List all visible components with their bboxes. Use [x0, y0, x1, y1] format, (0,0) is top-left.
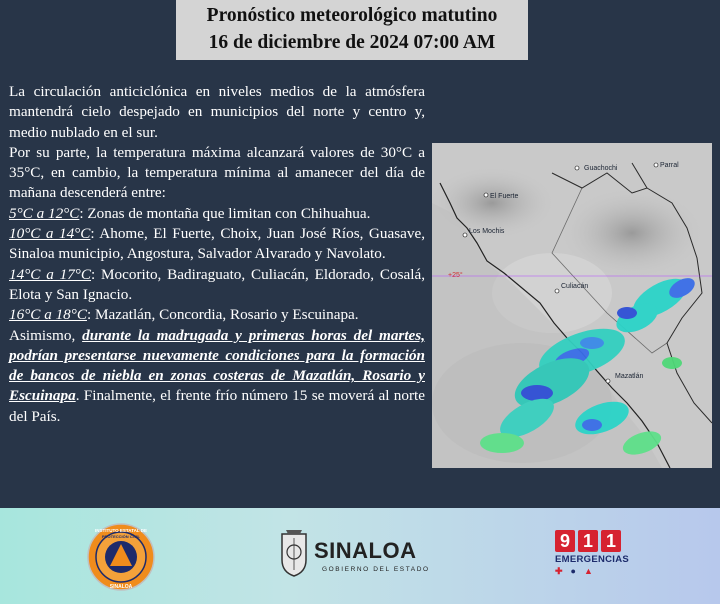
label-parral: Parral [660, 162, 679, 169]
emergencias-label: EMERGENCIAS [555, 554, 630, 565]
range-text: : Zonas de montaña que limitan con Chihuahua. [79, 204, 371, 222]
range-value: 10°C a 14°C [9, 225, 91, 243]
sinaloa-shield-icon [278, 526, 310, 578]
label-guachochi: Guachochi [584, 165, 618, 172]
fog-intro: Asimismo, [9, 326, 83, 344]
satellite-map [432, 143, 712, 468]
range-item [9, 224, 425, 265]
range-value: 5°C a 12°C [9, 204, 80, 222]
medical-cross-icon: ✚ [555, 566, 563, 576]
range-text: : Mocorito, Badiraguato, Culiacán, Eldorado, Cosalá, Elota y San Ignacio. [9, 265, 425, 303]
fire-icon: ▲ [583, 566, 593, 576]
digit-1: 1 [578, 530, 598, 552]
fog-warning: durante la madrugada y primeras horas del martes, podrían presentarse nuevamente condiciones para la formación de bancos de niebla en zonas costeras de Mazatlán, Rosario y Escuinapa [9, 326, 425, 405]
fog-end: . Finalmente, el frente frío número 15 se moverá al norte del País. [9, 387, 425, 425]
range-value: 16°C a 18°C [9, 306, 87, 324]
range-value: 14°C a 17°C [9, 265, 91, 283]
range-item [9, 204, 425, 224]
label-latitude: +25° [448, 272, 463, 279]
digit-1-second: 1 [601, 530, 621, 552]
emergencias-911-logo [555, 530, 635, 594]
paragraph-temperature: Por su parte, la temperatura máxima alcanzará valores de 30°C a 35°C, en cambio, la temperatura mínima al amanecer del día de mañana descenderá entre: [9, 143, 425, 202]
proteccion-civil-logo [86, 522, 156, 592]
label-mazatlan: Mazatlán [615, 373, 644, 380]
pc-text-mid: PROTECCIÓN CIVIL [101, 534, 141, 539]
title-box [176, 0, 528, 60]
range-item [9, 265, 425, 306]
range-text: : Ahome, El Fuerte, Choix, Juan José Ríos, Guasave, Sinaloa municipio, Angostura, Salvador Alvarado y Navolato. [9, 225, 425, 263]
emergency-icons [555, 566, 635, 577]
range-text: : Mazatlán, Concordia, Rosario y Escuinapa. [86, 306, 359, 324]
footer [0, 508, 720, 604]
pc-text-top: INSTITUTO ESTATAL DE [94, 528, 148, 533]
satellite-image [432, 143, 712, 468]
paragraph-fog [9, 326, 425, 427]
title-line-1: Pronóstico meteorológico matutino [206, 5, 498, 26]
label-los-mochis: Los Mochis [469, 228, 505, 235]
sinaloa-subtitle: GOBIERNO DEL ESTADO [322, 566, 430, 573]
title-line-2: 16 de diciembre de 2024 07:00 AM [208, 32, 496, 53]
police-icon: ● [570, 566, 576, 576]
forecast-text [9, 82, 425, 427]
sinaloa-logo [278, 524, 438, 588]
paragraph-circulation: La circulación anticiclónica en niveles medios de la atmósfera mantendrá cielo despejado en municipios del norte y centro y, medio nublado en el sur. [9, 83, 425, 141]
digit-9: 9 [555, 530, 575, 552]
range-item [9, 305, 425, 325]
pc-text-bottom: SINALOA [109, 584, 133, 590]
label-culiacan: Culiacán [561, 283, 589, 290]
sinaloa-wordmark: SINALOA [314, 538, 417, 563]
label-el-fuerte: El Fuerte [490, 193, 519, 200]
